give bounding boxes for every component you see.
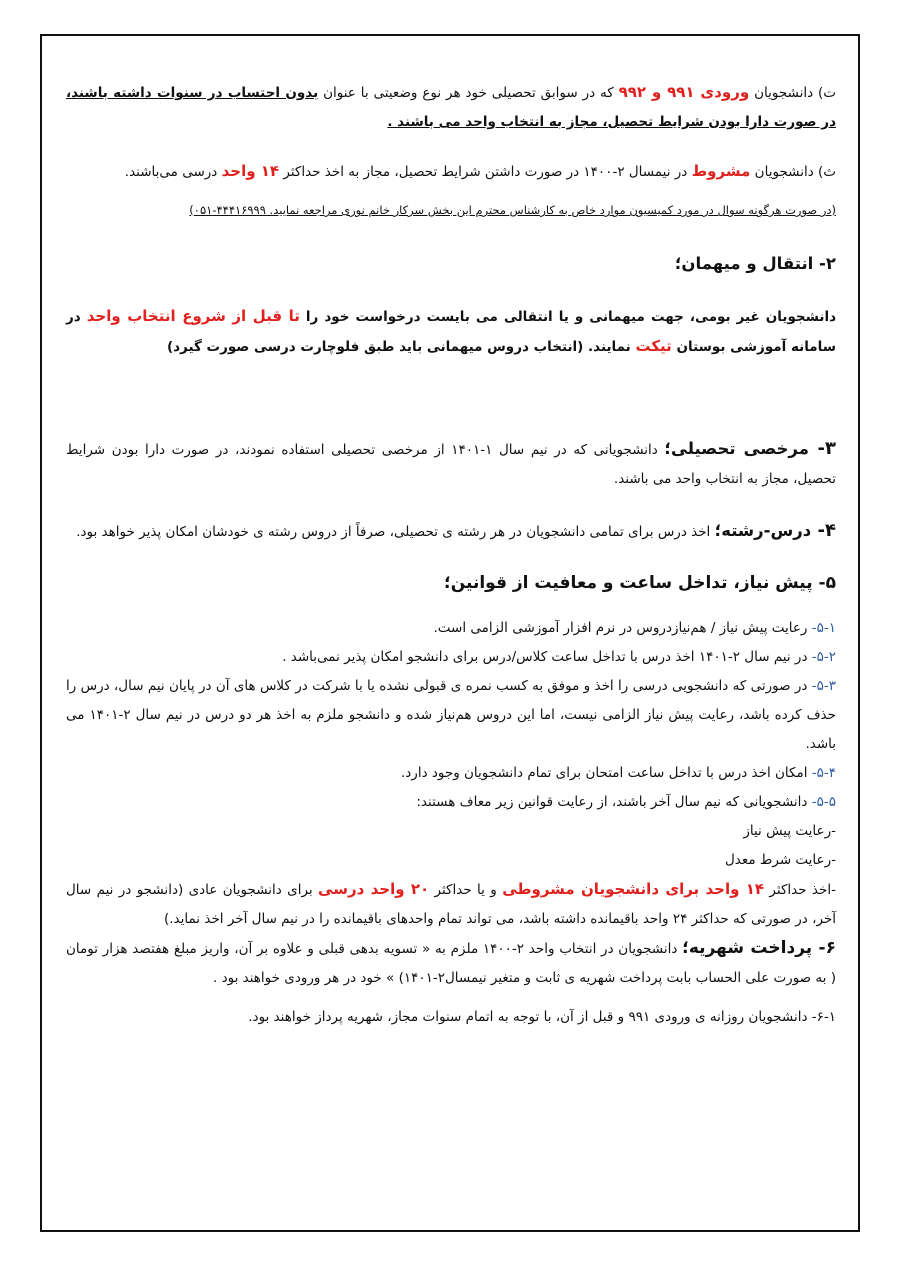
section-6-heading: ۶- پرداخت شهریه؛	[682, 938, 836, 958]
highlight-ticket: تیکت	[635, 337, 672, 355]
section-6	[66, 934, 836, 993]
section-4	[66, 516, 836, 547]
section-3-text: دانشجویانی که در نیم سال ۱-۱۴۰۱ از مرخصی تحصیلی استفاده نمودند، در صورت دارا بودن شرایط تحصیل، مجاز به انتخاب واحد می باشند.	[66, 442, 836, 487]
highlight-20-units: ۲۰ واحد درسی	[318, 880, 430, 898]
highlight-14-units: ۱۴ واحد	[221, 162, 280, 180]
document-body	[66, 78, 836, 1032]
item-number: ۵-۵-	[811, 794, 836, 810]
section-6-item-1: ۶-۱- دانشجویان روزانه ی ورودی ۹۹۱ و قبل از آن، با توجه به اتمام سنوات مجاز، شهریه پرداز خواهند بود.	[248, 1009, 836, 1025]
item-text: در صورتی که دانشجویی درسی را اخذ و موفق به کسب نمره ی قبولی نشده یا با شرکت در کلاس های آن در پایان نیم سال، درس را حذف کرده باشد، رعایت پیش نیاز الزامی نیست، اما این دروس هم‌نیاز شده و دانشجو ملزم به اخذ هر دو درس در نیم سال ۲-۱۴۰۱ می باشد.	[66, 678, 836, 752]
contact-note: (در صورت هرگونه سوال در مورد کمیسیون موارد خاص به کارشناس محترم این بخش سرکار خانم نوری مراجعه نمایید. ۴۴۴۱۶۹۹۹-۰۵۱)	[189, 203, 836, 217]
highlight-14-units-conditional: ۱۴ واحد برای دانشجویان مشروطی	[502, 880, 765, 898]
paragraph-th	[66, 157, 836, 187]
highlight-before-selection: تا قبل از شروع انتخاب واحد	[86, 307, 300, 325]
text: درسی می‌باشند.	[124, 164, 222, 180]
item-text: دانشجویانی که نیم سال آخر باشند، از رعایت قوانین زیر معاف هستند:	[416, 794, 812, 810]
text: داشته باشند، در صورت دارا بودن شرایط تحصیل، مجاز به انتخاب واحد می باشند .	[66, 85, 836, 130]
section-3-heading: مرخصی تحصیلی؛	[664, 439, 809, 458]
text: ت) دانشجویان	[749, 85, 836, 101]
section-3-number: ۳-	[808, 438, 836, 459]
item-text: در نیم سال ۲-۱۴۰۱ اخذ درس با تداخل ساعت کلاس/درس برای دانشجو امکان پذیر نمی‌باشد .	[282, 649, 812, 665]
emphasis-no-count: بدون احتساب در سنوات	[157, 85, 319, 101]
item-number: ۵-۳-	[811, 678, 836, 694]
section-5-item-2	[66, 643, 836, 672]
section-2-heading: ۲- انتقال و میهمان؛	[674, 254, 836, 273]
text: -اخذ حداکثر	[764, 882, 836, 898]
section-5-heading: ۵- پیش نیاز، تداخل ساعت و معافیت از قوانین؛	[443, 573, 836, 593]
item-number: ۵-۱-	[811, 620, 836, 636]
text: در سامانه آموزشی بوستان	[66, 309, 836, 355]
highlight-entry-years: ورودی ۹۹۱ و ۹۹۲	[618, 83, 750, 101]
paragraph-t	[66, 78, 836, 137]
text: ث) دانشجویان	[750, 164, 836, 180]
exemption-gpa: -رعایت شرط معدل	[724, 852, 836, 868]
exemption-units	[66, 875, 836, 934]
text: نمایند. (انتخاب دروس میهمانی باید طبق فلوچارت درسی صورت گیرد)	[166, 339, 636, 355]
section-4-text: اخذ درس برای تمامی دانشجویان در هر رشته ی تحصیلی، صرفاً از دروس رشته ی خودشان امکان پذیر خواهد بود.	[76, 524, 715, 540]
exemption-prerequisite: -رعایت پیش نیاز	[743, 823, 836, 839]
section-5-item-4	[66, 759, 836, 788]
section-4-heading: درس-رشته؛	[714, 521, 812, 540]
text: دانشجویان غیر بومی، جهت میهمانی و یا انتقالی می بایست درخواست خود را	[299, 309, 836, 325]
item-number: ۵-۲-	[811, 649, 836, 665]
section-2-text	[66, 302, 836, 362]
section-4-number: ۴-	[811, 520, 836, 541]
item-number: ۵-۴-	[811, 765, 836, 781]
section-5-item-1	[66, 614, 836, 643]
text: که در سوابق تحصیلی خود هر نوع وضعیتی با عنوان	[318, 85, 619, 101]
text: در نیمسال ۲-۱۴۰۰ در صورت داشتن شرایط تحصیل، مجاز به اخذ حداکثر	[279, 164, 692, 180]
section-5-item-3	[66, 672, 836, 759]
section-6-text: دانشجویان در انتخاب واحد ۲-۱۴۰۰ ملزم به « تسویه بدهی قبلی و علاوه بر آن، واریز مبلغ هفتصد هزار تومان ( به صورت علی الحساب بابت پرداخت شهریه ی ثابت و متغیر نیمسال۲-۱۴۰۱) » خود در هر ورودی خواهند بود .	[66, 941, 836, 986]
item-text: امکان اخذ درس با تداخل ساعت امتحان برای تمام دانشجویان وجود دارد.	[401, 765, 812, 781]
item-text: رعایت پیش نیاز / هم‌نیازدروس در نرم افزار آموزشی الزامی است.	[433, 620, 812, 636]
section-5-item-5	[66, 788, 836, 817]
text: برای دانشجویان عادی (دانشجو در نیم سال آخر، در صورتی که حداکثر ۲۴ واحد باقیمانده داشته باشد، می تواند تمام واحدهای باقیمانده را در نیم سال آخر اخذ نماید.)	[66, 882, 836, 927]
text: و یا حداکثر	[429, 882, 503, 898]
section-3	[66, 434, 836, 494]
highlight-conditional: مشروط	[691, 162, 751, 180]
